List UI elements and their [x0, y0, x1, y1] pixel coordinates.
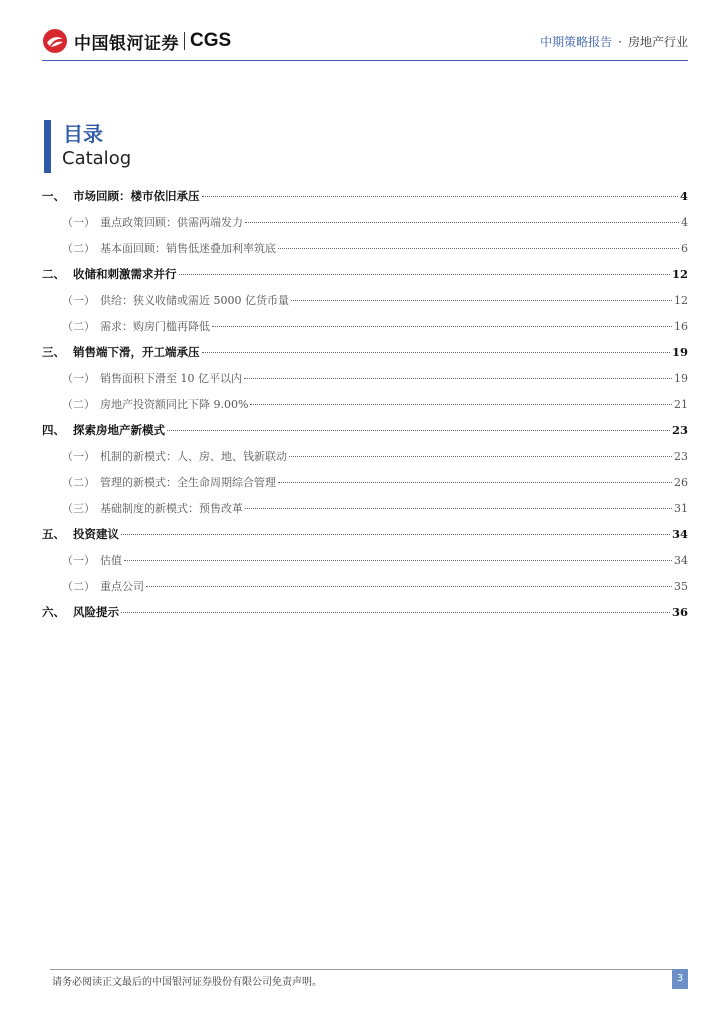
- toc-subsection-row[interactable]: [42, 318, 688, 344]
- industry-label: 房地产行业: [627, 35, 688, 49]
- toc-dot-leader: [278, 247, 679, 249]
- toc-dot-leader: [121, 533, 670, 535]
- toc-dot-leader: [245, 507, 672, 509]
- title-accent-bar: [44, 120, 51, 173]
- toc-number: （三）: [62, 502, 95, 515]
- toc-number: 一、: [42, 189, 65, 203]
- title-en: Catalog: [62, 148, 132, 169]
- toc-title: 基本面回顾：销售低迷叠加利率筑底: [100, 242, 276, 255]
- toc-page-number: 26: [674, 476, 688, 489]
- toc-section-row[interactable]: [42, 344, 688, 370]
- toc-page-number: 36: [671, 605, 688, 619]
- toc-page-number: 34: [671, 527, 688, 541]
- toc-number: （一）: [62, 216, 95, 229]
- toc-page-number: 23: [671, 423, 688, 437]
- toc-dot-leader: [278, 481, 672, 483]
- toc-dot-leader: [167, 429, 670, 431]
- toc-subsection-row[interactable]: [42, 552, 688, 578]
- brand-name-cn: 中国银河证券: [74, 33, 179, 54]
- report-type: [540, 33, 688, 50]
- toc-number: （二）: [62, 580, 95, 593]
- toc-section-row[interactable]: [42, 188, 688, 214]
- toc-dot-leader: [291, 299, 672, 301]
- page-header: [0, 0, 724, 70]
- toc-title: 机制的新模式：人、房、地、钱新联动: [100, 450, 287, 463]
- toc-number: （一）: [62, 554, 95, 567]
- title-cn: 目录: [63, 122, 103, 146]
- footer-divider: [50, 969, 688, 970]
- toc-page-number: 12: [674, 294, 688, 307]
- toc-number: 四、: [42, 423, 65, 437]
- toc-title: 销售端下滑，开工端承压: [73, 345, 200, 359]
- toc-dot-leader: [289, 455, 672, 457]
- toc-dot-leader: [124, 559, 672, 561]
- toc-title: 估值: [100, 554, 122, 567]
- toc-dot-leader: [245, 221, 679, 223]
- toc-section-row[interactable]: [42, 266, 688, 292]
- toc-dot-leader: [146, 585, 672, 587]
- toc-subsection-row[interactable]: [42, 214, 688, 240]
- toc-title: 供给：狭义收储或需近 5000 亿货币量: [100, 294, 289, 307]
- toc-subsection-row[interactable]: [42, 500, 688, 526]
- brand-logo: [42, 28, 231, 54]
- brand-name-en: CGS: [190, 30, 232, 51]
- toc-title: 探索房地产新模式: [73, 423, 165, 437]
- toc-dot-leader: [212, 325, 672, 327]
- toc-title: 房地产投资额同比下降 9.00%: [100, 398, 249, 411]
- toc-subsection-row[interactable]: [42, 448, 688, 474]
- toc-number: （二）: [62, 398, 95, 411]
- toc-dot-leader: [179, 273, 670, 275]
- toc-number: 二、: [42, 267, 65, 281]
- toc-title: 重点公司: [100, 580, 144, 593]
- toc-page-number: 21: [674, 398, 688, 411]
- toc-title: 风险提示: [73, 605, 119, 619]
- toc-title: 销售面积下滑至 10 亿平以内: [100, 372, 242, 385]
- toc-number: （二）: [62, 320, 95, 333]
- toc-number: 三、: [42, 345, 65, 359]
- toc-dot-leader: [202, 351, 670, 353]
- page-number: 3: [672, 969, 688, 989]
- toc-page-number: 4: [679, 189, 688, 203]
- toc-page-number: 19: [671, 345, 688, 359]
- toc-dot-leader: [121, 611, 670, 613]
- header-divider: [42, 60, 688, 61]
- toc-section-row[interactable]: [42, 526, 688, 552]
- toc-page-number: 35: [674, 580, 688, 593]
- toc-page-number: 34: [674, 554, 688, 567]
- toc-number: （二）: [62, 476, 95, 489]
- toc-page-number: 6: [681, 242, 688, 255]
- separator-dot: ·: [618, 35, 622, 49]
- toc-title: 重点政策回顾：供需两端发力: [100, 216, 243, 229]
- toc-subsection-row[interactable]: [42, 578, 688, 604]
- toc-dot-leader: [202, 195, 678, 197]
- toc-title: 投资建议: [73, 527, 119, 541]
- toc-number: 五、: [42, 527, 65, 541]
- toc-subsection-row[interactable]: [42, 396, 688, 422]
- toc-page-number: 4: [681, 216, 688, 229]
- toc-dot-leader: [244, 377, 672, 379]
- toc-page-number: 16: [674, 320, 688, 333]
- toc-subsection-row[interactable]: [42, 240, 688, 266]
- brand-separator: [184, 32, 185, 50]
- toc-page-number: 31: [674, 502, 688, 515]
- table-of-contents: [42, 188, 688, 630]
- toc-title: 管理的新模式：全生命周期综合管理: [100, 476, 276, 489]
- toc-subsection-row[interactable]: [42, 474, 688, 500]
- toc-number: （一）: [62, 372, 95, 385]
- toc-title: 市场回顾：楼市依旧承压: [73, 189, 200, 203]
- toc-title: 收储和刺激需求并行: [73, 267, 177, 281]
- toc-page-number: 23: [674, 450, 688, 463]
- toc-number: （一）: [62, 450, 95, 463]
- toc-page-number: 12: [671, 267, 688, 281]
- toc-number: （一）: [62, 294, 95, 307]
- toc-number: （二）: [62, 242, 95, 255]
- toc-title: 基础制度的新模式：预售改革: [100, 502, 243, 515]
- toc-subsection-row[interactable]: [42, 292, 688, 318]
- toc-section-row[interactable]: [42, 604, 688, 630]
- toc-dot-leader: [250, 403, 672, 405]
- cgs-logo-icon: [42, 28, 68, 54]
- toc-title: 需求：购房门槛再降低: [100, 320, 210, 333]
- toc-subsection-row[interactable]: [42, 370, 688, 396]
- toc-page-number: 19: [674, 372, 688, 385]
- toc-number: 六、: [42, 605, 65, 619]
- footer-disclaimer: 请务必阅读正文最后的中国银河证券股份有限公司免责声明。: [52, 977, 322, 988]
- toc-section-row[interactable]: [42, 422, 688, 448]
- report-type-label: 中期策略报告: [540, 35, 613, 49]
